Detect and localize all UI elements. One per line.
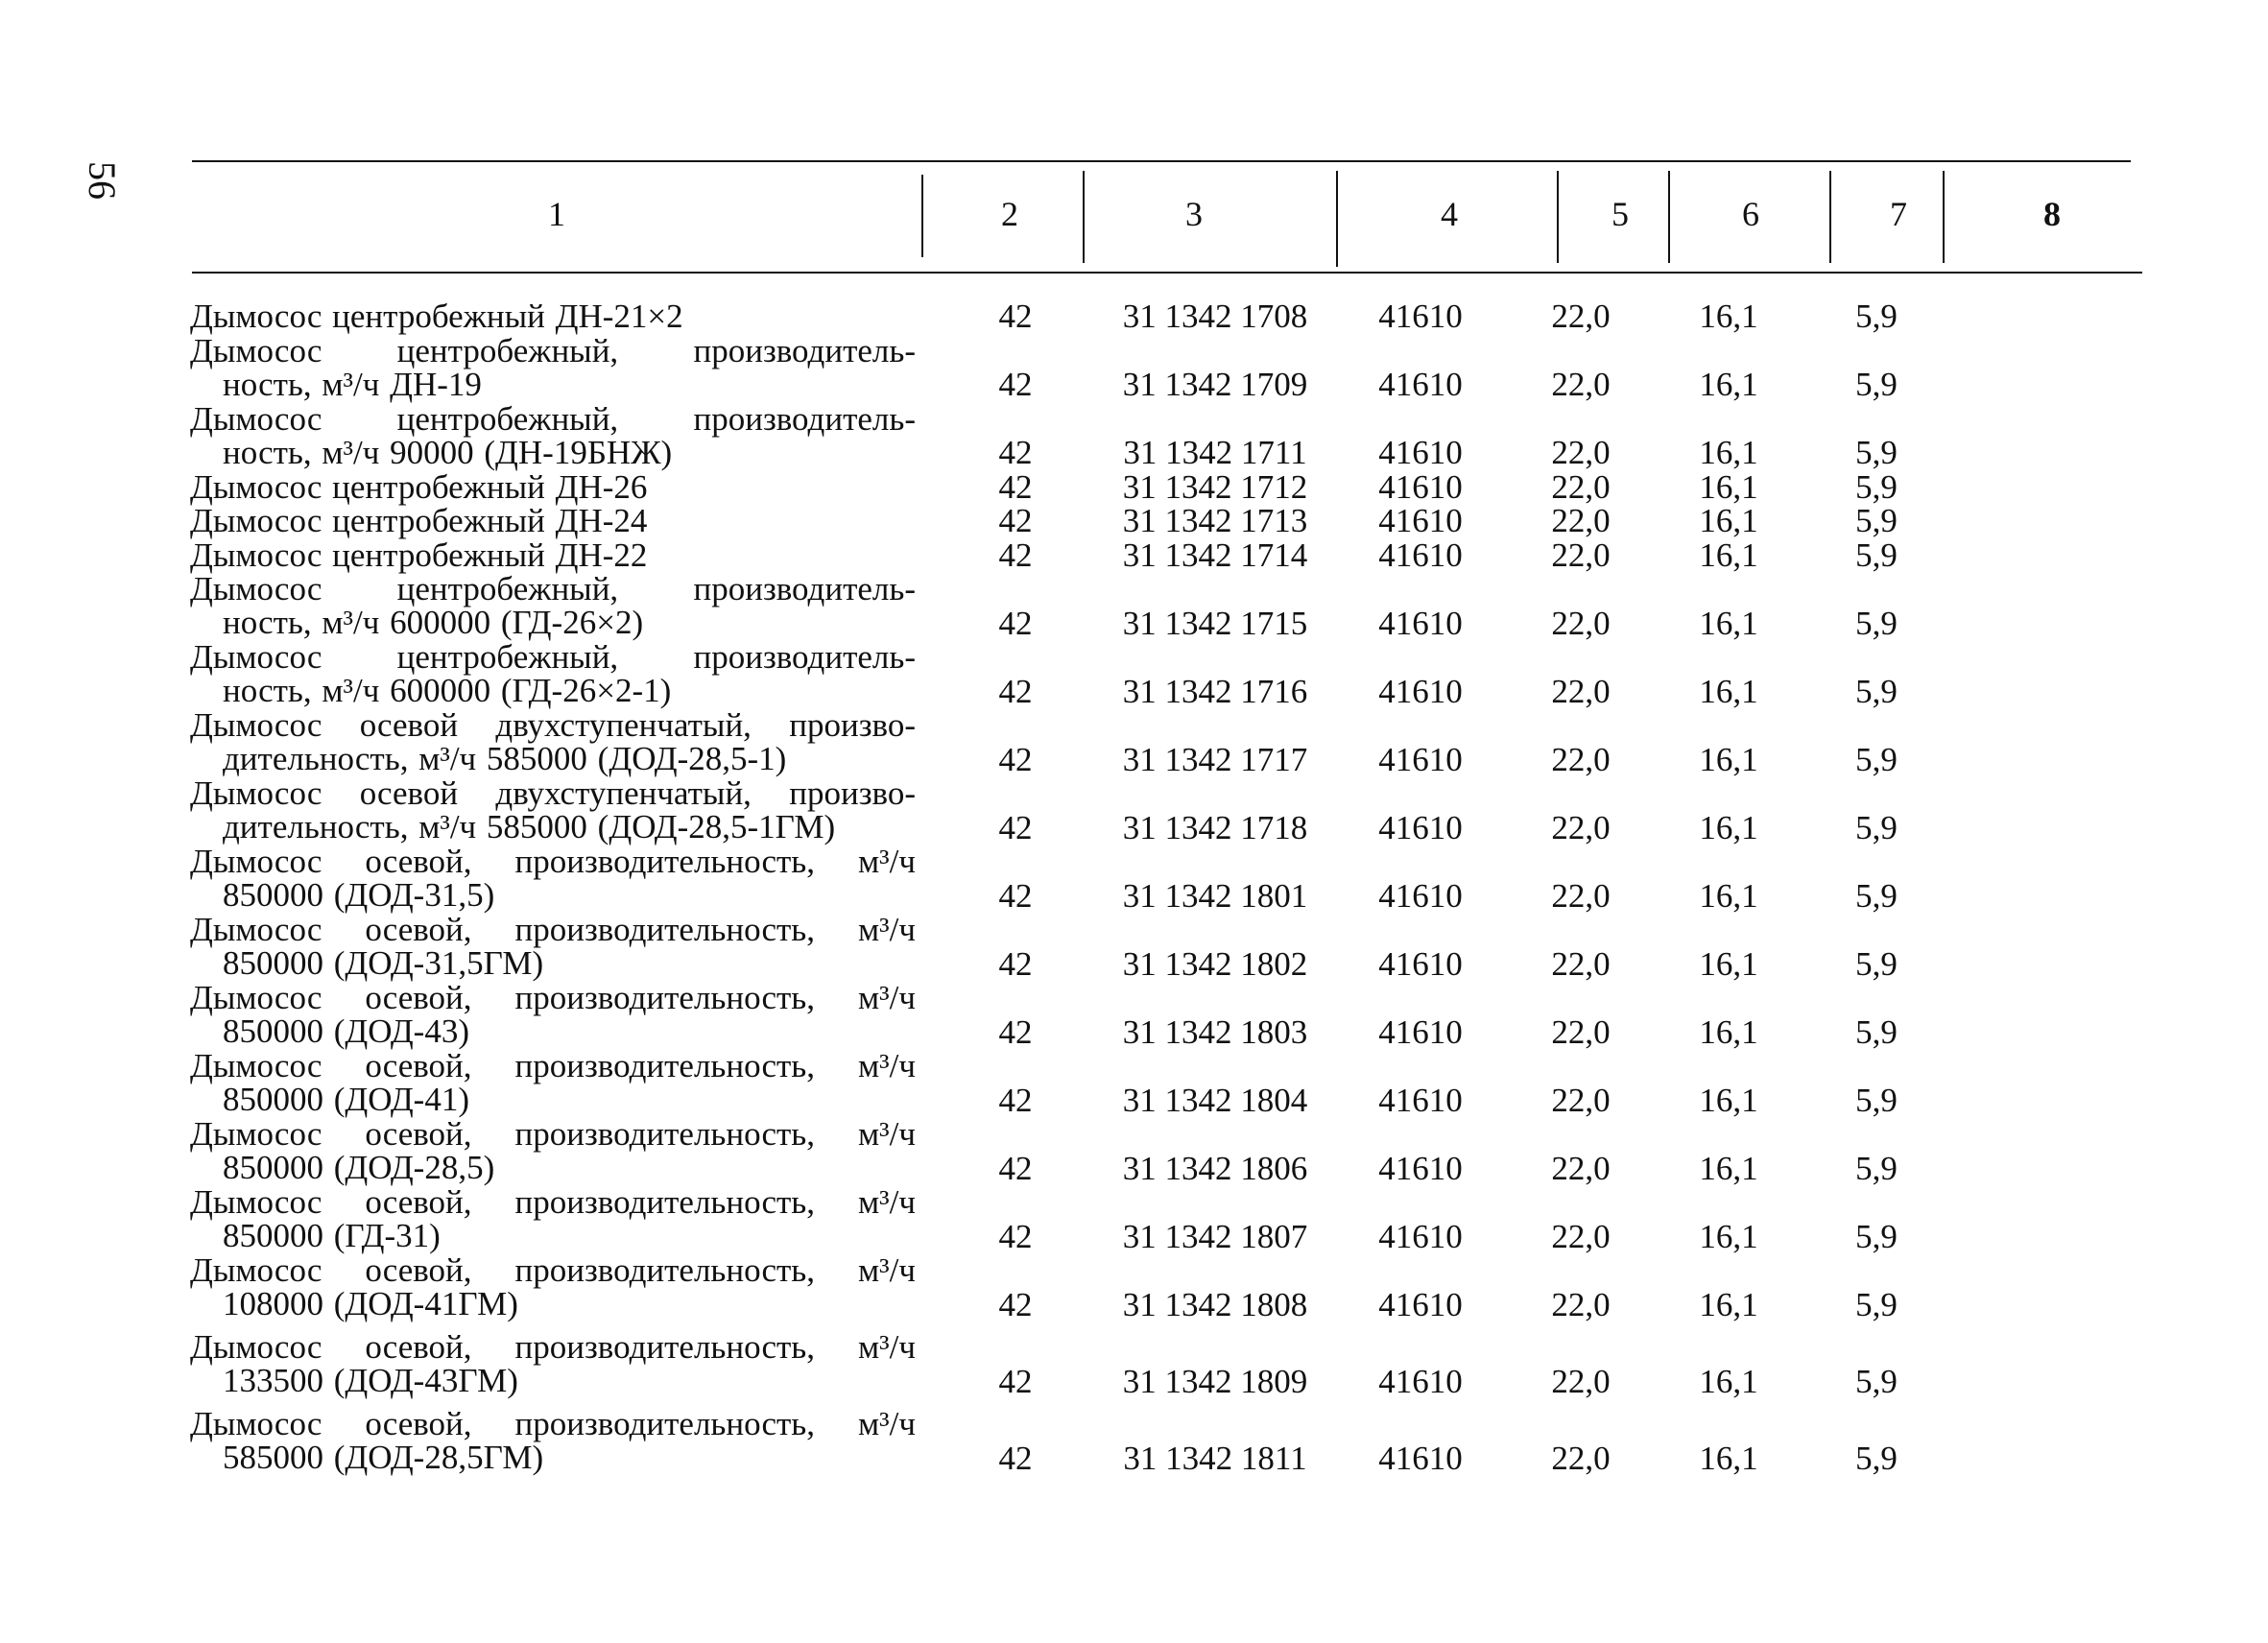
header-divider <box>1829 171 1831 263</box>
row-name <box>190 504 916 537</box>
row-name-line: Дымосос осевой, производительность, м³/ч <box>190 1047 916 1084</box>
header-divider <box>1557 171 1559 263</box>
table-row <box>0 572 2268 640</box>
row-col-4: 41610 <box>1378 876 1463 915</box>
row-name <box>190 399 916 471</box>
row-name <box>190 708 916 775</box>
row-col-2: 42 <box>998 536 1033 574</box>
row-name <box>190 572 916 639</box>
row-name-line: 850000 (ДОД-28,5) <box>223 1149 495 1186</box>
row-col-7: 5,9 <box>1855 1362 1898 1400</box>
row-name-line: дительность, м³/ч 585000 (ДОД-28,5-1ГМ) <box>223 808 836 845</box>
row-col-3: 31 1342 1718 <box>1122 808 1308 846</box>
row-name <box>190 1330 916 1397</box>
row-name <box>190 1049 916 1116</box>
table-row <box>0 399 2268 471</box>
row-col-6: 16,1 <box>1699 876 1758 915</box>
header-col-5: 5 <box>1611 195 1629 233</box>
row-col-5: 22,0 <box>1551 1149 1611 1187</box>
table-row <box>0 331 2268 403</box>
row-col-6: 16,1 <box>1699 502 1758 539</box>
row-col-4: 41610 <box>1378 434 1463 471</box>
header-divider <box>1336 171 1338 267</box>
row-name-line: Дымосос осевой, производительность, м³/ч <box>190 1115 916 1153</box>
row-col-7: 5,9 <box>1855 536 1898 574</box>
row-col-6: 16,1 <box>1699 1081 1758 1119</box>
row-name-line: ность, м³/ч ДН-19 <box>223 365 482 403</box>
row-col-3: 31 1342 1717 <box>1122 740 1308 778</box>
header-col-1: 1 <box>548 195 565 233</box>
row-name-line: 585000 (ДОД-28,5ГМ) <box>223 1439 544 1476</box>
row-name-line: 850000 (ДОД-43) <box>223 1012 469 1050</box>
row-col-3: 31 1342 1709 <box>1122 366 1308 403</box>
row-col-7: 5,9 <box>1855 467 1898 506</box>
row-col-4: 41610 <box>1378 808 1463 846</box>
row-col-5: 22,0 <box>1551 1217 1611 1255</box>
row-name-line: ность, м³/ч 600000 (ГД-26×2-1) <box>223 672 672 709</box>
row-col-3: 31 1342 1808 <box>1122 1285 1308 1323</box>
row-col-2: 42 <box>998 944 1033 983</box>
row-col-6: 16,1 <box>1699 1149 1758 1187</box>
row-col-3: 31 1342 1712 <box>1122 467 1308 506</box>
row-name <box>190 981 916 1048</box>
row-col-2: 42 <box>998 502 1033 539</box>
row-col-7: 5,9 <box>1855 808 1898 846</box>
table-row <box>0 299 2268 334</box>
table-row <box>0 845 2268 913</box>
table-top-rule <box>192 160 2131 162</box>
row-col-6: 16,1 <box>1699 1012 1758 1051</box>
row-col-2: 42 <box>998 808 1033 846</box>
row-col-4: 41610 <box>1378 536 1463 574</box>
row-col-4: 41610 <box>1378 1439 1463 1477</box>
row-name <box>190 538 916 572</box>
row-name-line: ность, м³/ч 90000 (ДН-19БНЖ) <box>223 433 673 471</box>
header-col-2: 2 <box>1001 195 1018 233</box>
row-col-5: 22,0 <box>1551 298 1611 335</box>
row-name-line: Дымосос осевой, производительность, м³/ч <box>190 1405 916 1442</box>
row-name-line: дительность, м³/ч 585000 (ДОД-28,5-1) <box>223 740 787 777</box>
row-col-4: 41610 <box>1378 298 1463 335</box>
table-row <box>0 1407 2268 1475</box>
row-name-line: Дымосос центробежный ДН-22 <box>190 536 648 574</box>
row-name-line: 850000 (ДОД-41) <box>223 1081 469 1118</box>
row-col-3: 31 1342 1714 <box>1122 536 1308 574</box>
row-col-7: 5,9 <box>1855 672 1898 710</box>
table-row <box>0 467 2268 506</box>
row-col-4: 41610 <box>1378 502 1463 539</box>
table-row <box>0 776 2268 845</box>
row-col-3: 31 1342 1713 <box>1122 502 1308 539</box>
row-name-line: Дымосос осевой двухступенчатый, произво- <box>190 774 916 812</box>
row-col-6: 16,1 <box>1699 434 1758 471</box>
row-col-3: 31 1342 1811 <box>1123 1439 1307 1477</box>
row-col-6: 16,1 <box>1699 467 1758 506</box>
row-col-4: 41610 <box>1378 672 1463 710</box>
row-col-6: 16,1 <box>1699 808 1758 846</box>
row-col-7: 5,9 <box>1855 434 1898 471</box>
row-name <box>190 845 916 912</box>
row-col-6: 16,1 <box>1699 1439 1758 1477</box>
row-name-line: Дымосос осевой двухступенчатый, произво- <box>190 706 916 744</box>
row-col-6: 16,1 <box>1699 604 1758 642</box>
row-col-4: 41610 <box>1378 944 1463 983</box>
header-col-4: 4 <box>1441 195 1458 233</box>
row-col-4: 41610 <box>1378 1362 1463 1400</box>
row-name <box>190 1117 916 1184</box>
table-row <box>0 1049 2268 1117</box>
row-name-line: Дымосос центробежный ДН-26 <box>190 467 648 506</box>
row-col-5: 22,0 <box>1551 808 1611 846</box>
row-name <box>190 1407 916 1474</box>
row-col-2: 42 <box>998 740 1033 778</box>
row-col-5: 22,0 <box>1551 876 1611 915</box>
row-col-6: 16,1 <box>1699 298 1758 335</box>
row-col-7: 5,9 <box>1855 1439 1898 1477</box>
row-col-5: 22,0 <box>1551 536 1611 574</box>
row-col-4: 41610 <box>1378 366 1463 403</box>
table-row <box>0 1330 2268 1398</box>
header-divider <box>1083 171 1085 263</box>
row-col-6: 16,1 <box>1699 672 1758 710</box>
row-name-line: Дымосос осевой, производительность, м³/ч <box>190 1328 916 1366</box>
row-col-3: 31 1342 1711 <box>1123 434 1307 471</box>
header-col-3: 3 <box>1185 195 1203 233</box>
row-col-3: 31 1342 1708 <box>1122 298 1308 335</box>
row-col-3: 31 1342 1715 <box>1122 604 1308 642</box>
row-col-5: 22,0 <box>1551 1362 1611 1400</box>
row-col-3: 31 1342 1716 <box>1122 672 1308 710</box>
row-col-5: 22,0 <box>1551 502 1611 539</box>
row-col-5: 22,0 <box>1551 672 1611 710</box>
row-col-7: 5,9 <box>1855 944 1898 983</box>
row-col-2: 42 <box>998 1285 1033 1323</box>
row-col-3: 31 1342 1804 <box>1122 1081 1308 1119</box>
row-name-line: Дымосос центробежный, производитель- <box>190 638 916 676</box>
row-col-2: 42 <box>998 1439 1033 1477</box>
row-col-7: 5,9 <box>1855 740 1898 778</box>
row-col-4: 41610 <box>1378 467 1463 506</box>
row-name-line: Дымосос центробежный ДН-24 <box>190 502 648 539</box>
row-col-5: 22,0 <box>1551 467 1611 506</box>
row-name-line: Дымосос осевой, производительность, м³/ч <box>190 843 916 880</box>
table-row <box>0 981 2268 1049</box>
row-name-line: 133500 (ДОД-43ГМ) <box>223 1362 518 1399</box>
header-col-8: 8 <box>2043 195 2061 233</box>
row-col-7: 5,9 <box>1855 604 1898 642</box>
row-col-6: 16,1 <box>1699 1362 1758 1400</box>
row-col-5: 22,0 <box>1551 604 1611 642</box>
row-col-3: 31 1342 1809 <box>1122 1362 1308 1400</box>
row-name-line: Дымосос осевой, производительность, м³/ч <box>190 911 916 948</box>
row-col-2: 42 <box>998 1012 1033 1051</box>
row-col-3: 31 1342 1807 <box>1122 1217 1308 1255</box>
row-col-6: 16,1 <box>1699 740 1758 778</box>
row-col-5: 22,0 <box>1551 434 1611 471</box>
table-row <box>0 538 2268 573</box>
row-name <box>190 331 916 403</box>
row-name <box>190 1253 916 1321</box>
row-col-4: 41610 <box>1378 1285 1463 1323</box>
row-col-6: 16,1 <box>1699 1217 1758 1255</box>
row-col-5: 22,0 <box>1551 740 1611 778</box>
header-divider <box>1943 171 1945 263</box>
row-name-line: ность, м³/ч 600000 (ГД-26×2) <box>223 604 644 641</box>
row-name-line: Дымосос осевой, производительность, м³/ч <box>190 1183 916 1221</box>
row-col-2: 42 <box>998 1217 1033 1255</box>
row-col-6: 16,1 <box>1699 366 1758 403</box>
row-col-7: 5,9 <box>1855 876 1898 915</box>
table-row <box>0 1185 2268 1253</box>
row-col-3: 31 1342 1806 <box>1122 1149 1308 1187</box>
row-col-5: 22,0 <box>1551 1081 1611 1119</box>
row-col-5: 22,0 <box>1551 1285 1611 1323</box>
row-col-2: 42 <box>998 876 1033 915</box>
row-name-line: Дымосос центробежный ДН-21×2 <box>190 298 683 335</box>
row-name <box>190 1185 916 1252</box>
row-col-7: 5,9 <box>1855 502 1898 539</box>
row-col-2: 42 <box>998 1362 1033 1400</box>
row-col-7: 5,9 <box>1855 1217 1898 1255</box>
row-name-line: Дымосос центробежный, производитель- <box>190 331 916 369</box>
row-col-3: 31 1342 1801 <box>1122 876 1308 915</box>
row-col-6: 16,1 <box>1699 536 1758 574</box>
row-col-7: 5,9 <box>1855 298 1898 335</box>
row-col-4: 41610 <box>1378 1217 1463 1255</box>
row-col-4: 41610 <box>1378 1012 1463 1051</box>
row-col-2: 42 <box>998 366 1033 403</box>
row-col-7: 5,9 <box>1855 1149 1898 1187</box>
row-col-7: 5,9 <box>1855 366 1898 403</box>
row-name-line: 850000 (ДОД-31,5) <box>223 876 495 914</box>
row-col-6: 16,1 <box>1699 944 1758 983</box>
row-col-2: 42 <box>998 467 1033 506</box>
row-col-5: 22,0 <box>1551 944 1611 983</box>
row-col-7: 5,9 <box>1855 1081 1898 1119</box>
row-col-4: 41610 <box>1378 1149 1463 1187</box>
row-name <box>190 913 916 980</box>
row-col-2: 42 <box>998 1081 1033 1119</box>
header-divider <box>921 175 923 257</box>
row-name <box>190 467 916 506</box>
header-col-6: 6 <box>1742 195 1759 233</box>
row-name-line: Дымосос осевой, производительность, м³/ч <box>190 1251 916 1289</box>
row-name-line: 850000 (ДОД-31,5ГМ) <box>223 944 544 982</box>
row-col-4: 41610 <box>1378 1081 1463 1119</box>
row-name-line: 108000 (ДОД-41ГМ) <box>223 1285 518 1322</box>
table-row <box>0 504 2268 538</box>
table-row <box>0 1253 2268 1322</box>
row-col-5: 22,0 <box>1551 366 1611 403</box>
row-col-6: 16,1 <box>1699 1285 1758 1323</box>
row-name <box>190 776 916 844</box>
row-name-line: Дымосос центробежный, производитель- <box>190 399 916 438</box>
header-col-7: 7 <box>1890 195 1907 233</box>
row-name-line: Дымосос центробежный, производитель- <box>190 570 916 607</box>
row-col-4: 41610 <box>1378 740 1463 778</box>
row-col-2: 42 <box>998 1149 1033 1187</box>
row-name-line: 850000 (ГД-31) <box>223 1217 441 1254</box>
row-col-4: 41610 <box>1378 604 1463 642</box>
row-col-7: 5,9 <box>1855 1012 1898 1051</box>
page-number: 56 <box>81 161 124 200</box>
table-row <box>0 640 2268 708</box>
row-col-2: 42 <box>998 434 1033 471</box>
row-col-3: 31 1342 1802 <box>1122 944 1308 983</box>
table-row <box>0 1117 2268 1185</box>
row-col-3: 31 1342 1803 <box>1122 1012 1308 1051</box>
row-col-2: 42 <box>998 604 1033 642</box>
row-name <box>190 640 916 707</box>
row-col-2: 42 <box>998 298 1033 335</box>
row-col-5: 22,0 <box>1551 1439 1611 1477</box>
table-row <box>0 708 2268 776</box>
header-divider <box>1668 171 1670 263</box>
table-row <box>0 913 2268 981</box>
table-header <box>0 163 2268 271</box>
row-col-2: 42 <box>998 672 1033 710</box>
table-header-bottom-rule <box>192 272 2142 274</box>
row-col-7: 5,9 <box>1855 1285 1898 1323</box>
row-name-line: Дымосос осевой, производительность, м³/ч <box>190 979 916 1016</box>
row-col-5: 22,0 <box>1551 1012 1611 1051</box>
row-name <box>190 299 916 333</box>
